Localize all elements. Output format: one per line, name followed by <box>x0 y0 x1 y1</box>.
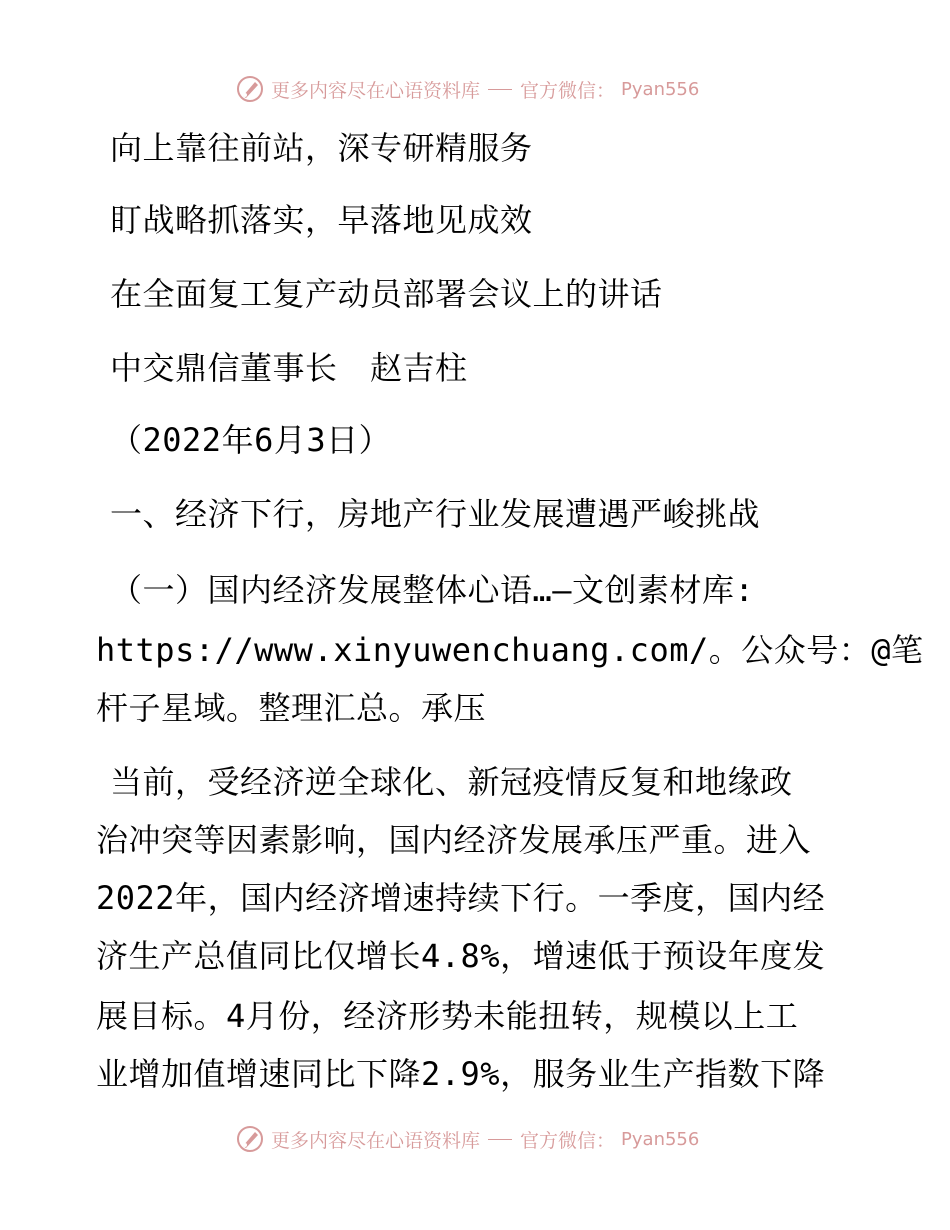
paragraph-line-5: 展目标。4月份，经济形势未能扭转，规模以上工 <box>96 997 799 1035</box>
watermark-separator <box>488 89 512 90</box>
paragraph-line-1: 当前，受经济逆全球化、新冠疫情反复和地缘政 <box>110 763 793 801</box>
watermark-text: 更多内容尽在心语资料库 <box>271 1129 481 1152</box>
subsection-heading-line-2: https://www.xinyuwenchuang.com/。公众号：@笔 <box>96 631 924 669</box>
title-line-1: 向上靠往前站，深专研精服务 <box>110 129 533 167</box>
quill-seal-icon <box>235 1124 265 1154</box>
speaker: 中交鼎信董事长 赵吉柱 <box>110 349 468 387</box>
watermark-account: Pyan556 <box>621 78 700 100</box>
paragraph-line-2: 治冲突等因素影响，国内经济发展承压严重。进入 <box>96 821 812 859</box>
watermark-account: Pyan556 <box>621 1128 700 1150</box>
paragraph-line-6: 业增加值增速同比下降2.9%，服务业生产指数下降 <box>96 1055 826 1093</box>
section-heading-1: 一、经济下行，房地产行业发展遭遇严峻挑战 <box>110 495 761 533</box>
header-watermark <box>235 74 699 104</box>
speech-title: 在全面复工复产动员部署会议上的讲话 <box>110 275 663 313</box>
paragraph-line-3: 2022年，国内经济增速持续下行。一季度，国内经 <box>96 879 826 917</box>
title-line-2: 盯战略抓落实，早落地见成效 <box>110 201 533 239</box>
paragraph-line-4: 济生产总值同比仅增长4.8%，增速低于预设年度发 <box>96 937 826 975</box>
footer-watermark <box>235 1124 699 1154</box>
subsection-heading-line-1: （一）国内经济发展整体心语…—文创素材库: <box>110 571 755 609</box>
watermark-text: 更多内容尽在心语资料库 <box>271 79 481 102</box>
watermark-contact: 官方微信： <box>520 1129 616 1152</box>
speech-date: （2022年6月3日） <box>110 421 392 459</box>
subsection-heading-line-3: 杆子星域。整理汇总。承压 <box>96 689 487 727</box>
watermark-separator <box>488 1139 512 1140</box>
watermark-contact: 官方微信： <box>520 79 616 102</box>
quill-seal-icon <box>235 74 265 104</box>
